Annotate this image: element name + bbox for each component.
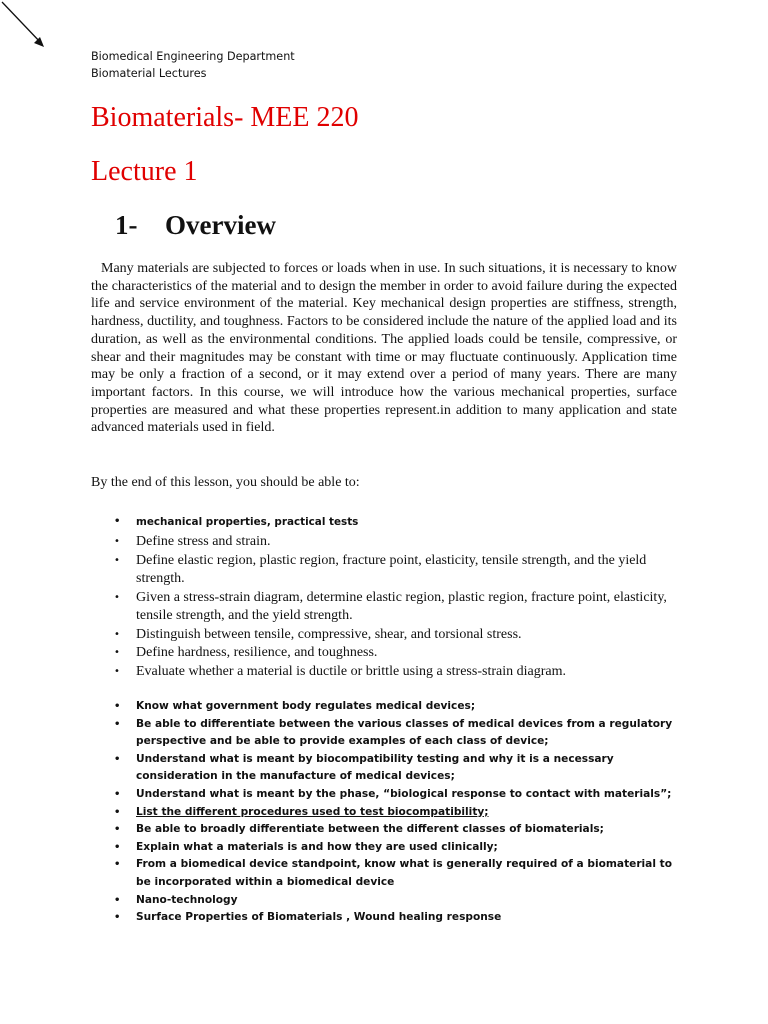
list-item: • Understand what is meant by the phase, “biological response to contact with materials”; [91, 786, 681, 804]
department-name: Biomedical Engineering Department [91, 50, 295, 63]
list-item: • mechanical properties, practical tests [91, 513, 671, 531]
list-item: • Know what government body regulates medical devices; [91, 698, 681, 716]
list-item: • From a biomedical device standpoint, know what is generally required of a biomaterial to be incorporated within a biomedical device [91, 856, 681, 891]
list-item-text: List the different procedures used to test biocompatibility; [136, 805, 489, 818]
course-title: Biomaterials- MEE 220 [91, 102, 359, 133]
list-item: • Evaluate whether a material is ductile or brittle using a stress-strain diagram. [91, 663, 671, 682]
intro-paragraph: Many materials are subjected to forces or loads when in use. In such situations, it is necessary to know the characteristics of the material and to design the member in order to avoid failure during the expected life and service environment of the material. Key mechanical design properties are stiffness, strength, hardness, ductility, and toughness. Factors to be considered include the nature of the applied load and its duration, as well as the environmental conditions. The applied loads could be tensile, compressive, or shear and their magnitudes may be constant with time or may fluctuate continuously. Application time may be only a fraction of a second, or it may extend over a period of many years. There are many important factors. In this course, we will introduce how the various mechanical properties, surface properties are measured and what these properties represent.in addition to many application and state advanced materials used in field. [91, 261, 677, 436]
list-item: • Define elastic region, plastic region, fracture point, elasticity, tensile strength, and the yield strength. [91, 552, 671, 589]
topics-list [91, 698, 681, 927]
list-item: • Understand what is meant by biocompatibility testing and why it is a necessary consideration in the manufacture of medical devices; [91, 751, 681, 786]
list-item: • Surface Properties of Biomaterials , Wound healing response [91, 909, 681, 927]
list-item: • Be able to broadly differentiate between the different classes of biomaterials; [91, 821, 681, 839]
list-item: • Be able to differentiate between the various classes of medical devices from a regulatory perspective and be able to provide examples of each class of device; [91, 716, 681, 751]
list-item: • Given a stress-strain diagram, determine elastic region, plastic region, fracture point, elasticity, tensile strength, and the yield strength. [91, 589, 671, 626]
list-item: • Define stress and strain. [91, 533, 671, 552]
document-header [91, 48, 295, 82]
section-number: 1- [115, 210, 138, 240]
list-item: • Nano-technology [91, 892, 681, 910]
section-title: Overview [165, 210, 276, 240]
diagonal-arrow-icon [0, 0, 60, 60]
list-item: • Define hardness, resilience, and toughness. [91, 644, 671, 663]
list-item: • Distinguish between tensile, compressive, shear, and torsional stress. [91, 626, 671, 645]
list-item-underlined [91, 804, 681, 822]
section-heading [115, 208, 276, 242]
objectives-list [91, 513, 671, 681]
lecture-series: Biomaterial Lectures [91, 67, 207, 80]
list-item: • Explain what a materials is and how they are used clinically; [91, 839, 681, 857]
lecture-title: Lecture 1 [91, 156, 198, 187]
objectives-lead: By the end of this lesson, you should be able to: [91, 475, 360, 490]
